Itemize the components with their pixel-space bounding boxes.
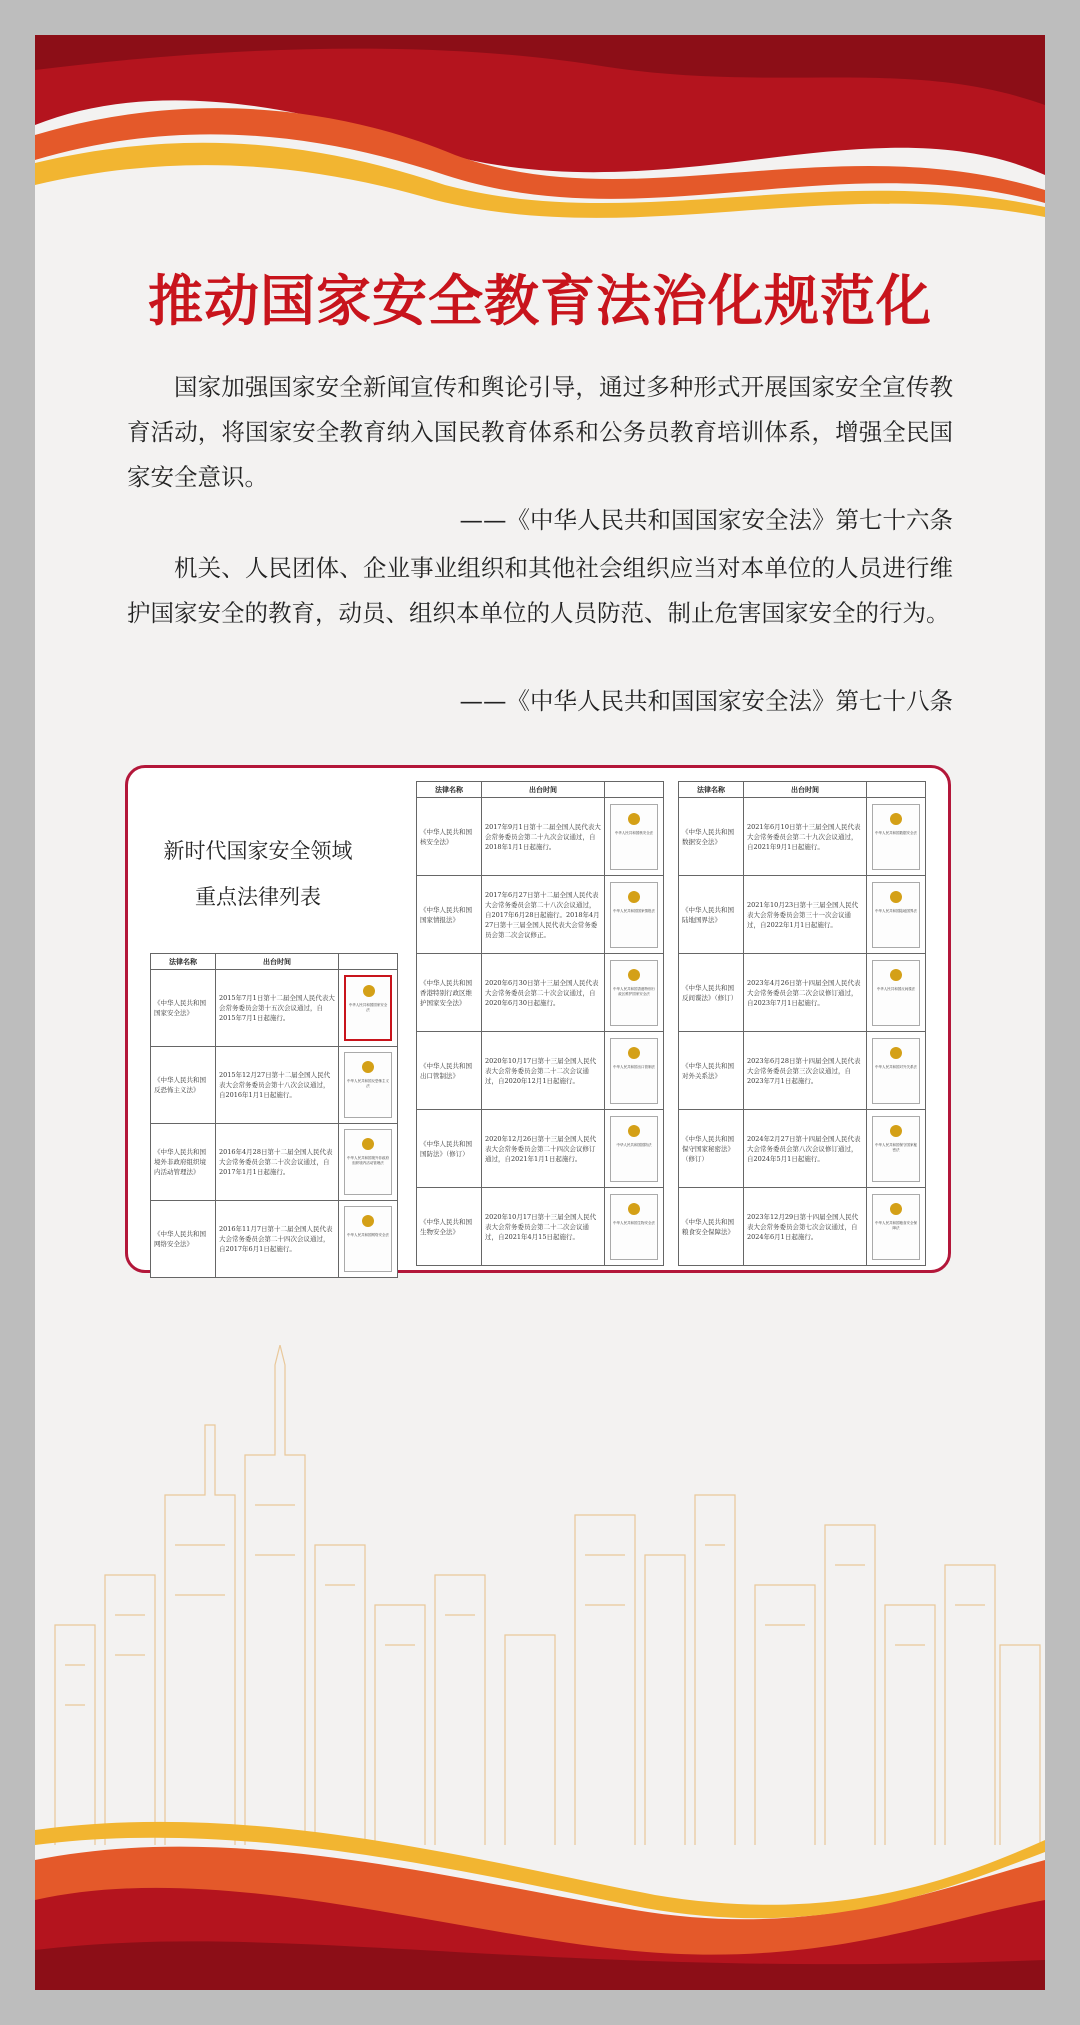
- law-name: 《中华人民共和国境外非政府组织境内活动管理法》: [151, 1124, 216, 1201]
- column-header-cover: [605, 782, 664, 798]
- national-emblem-icon: [362, 1138, 374, 1150]
- law-cover-cell: [867, 1188, 926, 1266]
- law-enactment-time: 2023年4月26日第十四届全国人民代表大会常务委员会第二次会议修订通过，自2023年7月1日起施行。: [744, 954, 867, 1032]
- column-header-name: 法律名称: [151, 954, 216, 970]
- panel-title: [138, 828, 378, 920]
- table-row: [417, 954, 664, 1032]
- law-book-cover-image: [610, 960, 658, 1026]
- law-enactment-time: 2023年12月29日第十四届全国人民代表大会常务委员会第七次会议通过，自2024年6月1日起施行。: [744, 1188, 867, 1266]
- law-book-cover-image: [610, 1038, 658, 1104]
- law-name: 《中华人民共和国数据安全法》: [679, 798, 744, 876]
- law-name: 《中华人民共和国国家安全法》: [151, 970, 216, 1047]
- cover-title: 中华人民共和国国家安全法: [348, 1003, 388, 1012]
- law-name: 《中华人民共和国国家情报法》: [417, 876, 482, 954]
- law-name: 《中华人民共和国粮食安全保障法》: [679, 1188, 744, 1266]
- law-book-cover-image: [344, 1052, 392, 1118]
- article-78-source: ——《中华人民共和国国家安全法》第七十八条: [459, 687, 953, 715]
- law-cover-cell: [605, 954, 664, 1032]
- law-enactment-time: 2017年9月1日第十二届全国人民代表大会常务委员会第二十九次会议通过，自2018年1月1日起施行。: [482, 798, 605, 876]
- law-enactment-time: 2020年12月26日第十三届全国人民代表大会常务委员会第二十四次会议修订通过，自2021年1月1日起施行。: [482, 1110, 605, 1188]
- cover-title: 中华人民共和国粮食安全保障法: [875, 1220, 917, 1230]
- law-name: 《中华人民共和国保守国家秘密法》（修订）: [679, 1110, 744, 1188]
- national-emblem-icon: [890, 1047, 902, 1059]
- law-enactment-time: 2021年6月10日第十三届全国人民代表大会常务委员会第二十九次会议通过，自2021年9月1日起施行。: [744, 798, 867, 876]
- column-header-cover: [867, 782, 926, 798]
- law-name: 《中华人民共和国网络安全法》: [151, 1201, 216, 1278]
- column-header-time: 出台时间: [744, 782, 867, 798]
- law-book-cover-image: [872, 1194, 920, 1260]
- national-emblem-icon: [362, 1061, 374, 1073]
- law-name: 《中华人民共和国生物安全法》: [417, 1188, 482, 1266]
- law-enactment-time: 2020年10月17日第十三届全国人民代表大会常务委员会第二十二次会议通过，自2020年12月1日起施行。: [482, 1032, 605, 1110]
- law-cover-cell: [339, 1201, 398, 1278]
- cover-title: 中华人民共和国反恐怖主义法: [347, 1079, 389, 1088]
- law-enactment-time: 2024年2月27日第十四届全国人民代表大会常务委员会第八次会议修订通过，自2024年5月1日起施行。: [744, 1110, 867, 1188]
- law-cover-cell: [605, 798, 664, 876]
- table-row: [679, 1188, 926, 1266]
- column-header-time: 出台时间: [216, 954, 339, 970]
- national-emblem-icon: [628, 891, 640, 903]
- national-emblem-icon: [628, 813, 640, 825]
- law-book-cover-image: [872, 1116, 920, 1182]
- law-table-1: [150, 953, 398, 1278]
- cover-title: 中华人民共和国网络安全法: [347, 1233, 389, 1237]
- national-emblem-icon: [363, 985, 375, 997]
- table-row: [417, 798, 664, 876]
- cover-title: 中华人民共和国出口管制法: [613, 1064, 655, 1069]
- table-row: [151, 970, 398, 1047]
- law-book-cover-image: [610, 882, 658, 948]
- law-name: 《中华人民共和国反恐怖主义法》: [151, 1047, 216, 1124]
- panel-title-line1: 新时代国家安全领域: [163, 839, 353, 863]
- law-cover-cell: [867, 798, 926, 876]
- law-name: 《中华人民共和国国防法》（修订）: [417, 1110, 482, 1188]
- cover-title: 中华人民共和国保守国家秘密法: [875, 1142, 917, 1152]
- table-row: [151, 1124, 398, 1201]
- national-emblem-icon: [628, 1047, 640, 1059]
- law-cover-cell: [867, 954, 926, 1032]
- table-row: [151, 1047, 398, 1124]
- law-enactment-time: 2015年7月1日第十二届全国人民代表大会常务委员会第十五次会议通过，自2015年7月1日起施行。: [216, 970, 339, 1047]
- table-row: [417, 876, 664, 954]
- table-row: [417, 1188, 664, 1266]
- table-row: [679, 876, 926, 954]
- law-table-2: [416, 781, 664, 1266]
- article-76-text: 国家加强国家安全新闻宣传和舆论引导，通过多种形式开展国家安全宣传教育活动，将国家安全教育纳入国民教育体系和公务员教育培训体系，增强全民国家安全意识。: [127, 373, 953, 491]
- law-book-cover-image: [344, 1129, 392, 1195]
- panel-title-line2: 重点法律列表: [195, 885, 321, 909]
- law-name: 《中华人民共和国香港特别行政区维护国家安全法》: [417, 954, 482, 1032]
- law-book-cover-image: [872, 960, 920, 1026]
- national-emblem-icon: [890, 813, 902, 825]
- law-enactment-time: 2016年11月7日第十二届全国人民代表大会常务委员会第二十四次会议通过，自2017年6月1日起施行。: [216, 1201, 339, 1278]
- law-name: 《中华人民共和国对外关系法》: [679, 1032, 744, 1110]
- law-enactment-time: 2020年10月17日第十三届全国人民代表大会常务委员会第二十二次会议通过，自2021年4月15日起施行。: [482, 1188, 605, 1266]
- law-cover-cell: [605, 876, 664, 954]
- national-emblem-icon: [628, 1125, 640, 1137]
- law-enactment-time: 2023年6月28日第十四届全国人民代表大会常务委员会第三次会议通过，自2023年7月1日起施行。: [744, 1032, 867, 1110]
- law-name: 《中华人民共和国出口管制法》: [417, 1032, 482, 1110]
- cover-title: 中华人民共和国国防法: [616, 1142, 652, 1147]
- law-cover-cell: [605, 1188, 664, 1266]
- bottom-wave-banner: [35, 1800, 1045, 1990]
- law-enactment-time: 2021年10月23日第十三届全国人民代表大会常务委员会第三十一次会议通过，自2022年1月1日起施行。: [744, 876, 867, 954]
- top-wave-banner: [35, 35, 1045, 235]
- table-row: [679, 1032, 926, 1110]
- national-emblem-icon: [890, 891, 902, 903]
- law-book-cover-image: [872, 804, 920, 870]
- poster: [35, 35, 1045, 1990]
- table-row: [417, 1032, 664, 1110]
- table-row: [679, 1110, 926, 1188]
- column-header-cover: [339, 954, 398, 970]
- law-name: 《中华人民共和国反间谍法》（修订）: [679, 954, 744, 1032]
- national-emblem-icon: [362, 1215, 374, 1227]
- cover-title: 中华人民共和国对外关系法: [875, 1064, 917, 1069]
- law-cover-cell: [339, 1124, 398, 1201]
- law-book-cover-image: [344, 1206, 392, 1272]
- national-emblem-icon: [890, 969, 902, 981]
- law-cover-cell: [339, 970, 398, 1047]
- law-book-cover-image: [610, 1194, 658, 1260]
- law-cover-cell: [867, 1032, 926, 1110]
- cover-title: 中华人民共和国核安全法: [614, 830, 654, 835]
- law-name: 《中华人民共和国核安全法》: [417, 798, 482, 876]
- column-header-name: 法律名称: [417, 782, 482, 798]
- table-row: [151, 1201, 398, 1278]
- city-skyline-illustration: [35, 1345, 1045, 1845]
- law-enactment-time: 2020年6月30日第十三届全国人民代表大会常务委员会第二十次会议通过，自2020年6月30日起施行。: [482, 954, 605, 1032]
- article-76-source: ——《中华人民共和国国家安全法》第七十六条: [459, 506, 953, 534]
- cover-title: 中华人民共和国境外非政府组织境内活动管理法: [347, 1156, 389, 1165]
- national-emblem-icon: [890, 1203, 902, 1215]
- law-enactment-time: 2017年6月27日第十二届全国人民代表大会常务委员会第二十八次会议通过，自2017年6月28日起施行。2018年4月27日第十三届全国人民代表大会常务委员会第二次会议修正。: [482, 876, 605, 954]
- cover-title: 中华人民共和国陆地国界法: [875, 908, 917, 913]
- law-book-cover-image: [344, 975, 392, 1041]
- cover-title: 中华人民共和国国家情报法: [613, 908, 655, 913]
- law-table-3: [678, 781, 926, 1266]
- law-enactment-time: 2015年12月27日第十二届全国人民代表大会常务委员会第十八次会议通过，自2016年1月1日起施行。: [216, 1047, 339, 1124]
- law-cover-cell: [867, 876, 926, 954]
- law-list-panel: [125, 765, 951, 1273]
- law-name: 《中华人民共和国陆地国界法》: [679, 876, 744, 954]
- cover-title: 中华人民共和国反间谍法: [876, 986, 916, 991]
- law-cover-cell: [867, 1110, 926, 1188]
- column-header-name: 法律名称: [679, 782, 744, 798]
- law-book-cover-image: [872, 1038, 920, 1104]
- national-emblem-icon: [628, 969, 640, 981]
- law-enactment-time: 2016年4月28日第十二届全国人民代表大会常务委员会第二十次会议通过，自2017年1月1日起施行。: [216, 1124, 339, 1201]
- table-row: [417, 1110, 664, 1188]
- law-book-cover-image: [610, 1116, 658, 1182]
- national-emblem-icon: [628, 1203, 640, 1215]
- column-header-time: 出台时间: [482, 782, 605, 798]
- cover-title: 中华人民共和国数据安全法: [875, 830, 917, 835]
- national-emblem-icon: [890, 1125, 902, 1137]
- cover-title: 中华人民共和国生物安全法: [613, 1220, 655, 1225]
- law-cover-cell: [339, 1047, 398, 1124]
- article-78-text: 机关、人民团体、企业事业组织和其他社会组织应当对本单位的人员进行维护国家安全的教育，动员、组织本单位的人员防范、制止危害国家安全的行为。: [127, 554, 953, 627]
- table-row: [679, 954, 926, 1032]
- law-cover-cell: [605, 1032, 664, 1110]
- cover-title: 中华人民共和国香港特别行政区维护国家安全法: [613, 986, 655, 996]
- table-row: [679, 798, 926, 876]
- poster-title: 推动国家安全教育法治化规范化: [147, 269, 932, 333]
- law-book-cover-image: [610, 804, 658, 870]
- law-cover-cell: [605, 1110, 664, 1188]
- law-book-cover-image: [872, 882, 920, 948]
